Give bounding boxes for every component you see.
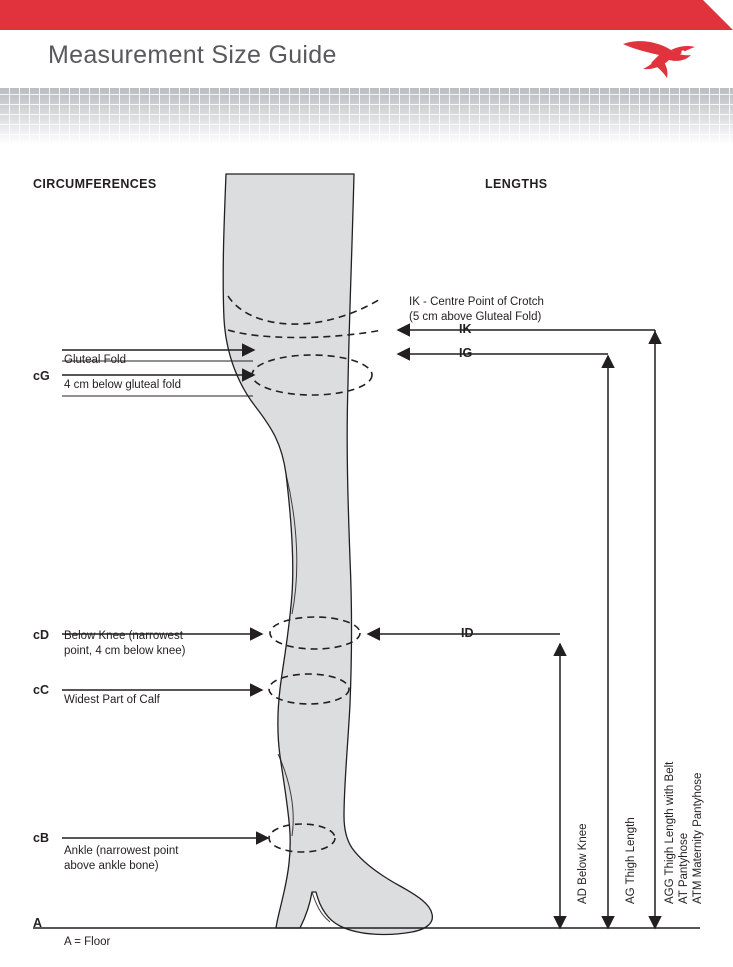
cg-label-line2: 4 cm below gluteal fold — [64, 379, 181, 391]
cc-label-line1: Widest Part of Calf — [64, 694, 160, 706]
page-title: Measurement Size Guide — [48, 41, 337, 69]
header-gradient-band — [0, 88, 733, 144]
ad-below-knee-label: AD Below Knee — [577, 823, 589, 904]
cb-code: cB — [33, 831, 49, 845]
cb-label-line1: Ankle (narrowest point — [64, 845, 179, 857]
ik-code: IK — [459, 322, 472, 336]
agg-thigh-length-belt-label: AGG Thigh Length with Belt — [664, 761, 676, 904]
header-red-bar — [0, 0, 733, 30]
ag-thigh-length-label: AG Thigh Length — [625, 817, 637, 904]
bird-logo — [613, 36, 705, 84]
cd-code: cD — [33, 628, 49, 642]
circumferences-title: CIRCUMFERENCES — [33, 177, 157, 191]
measurement-diagram — [0, 144, 733, 967]
ig-code: IG — [459, 346, 473, 360]
id-code: ID — [461, 626, 474, 640]
bird-logo-icon — [613, 36, 705, 84]
atm-maternity-pantyhose-label: ATM Maternity Pantyhose — [692, 772, 704, 904]
cd-label-line1: Below Knee (narrowest — [64, 630, 183, 642]
lengths-title: LENGTHS — [485, 177, 548, 191]
cg-label-line1: Gluteal Fold — [64, 354, 127, 366]
header-corner-cut — [703, 0, 733, 30]
cc-code: cC — [33, 683, 49, 697]
ik-note-line2: (5 cm above Gluteal Fold) — [409, 311, 542, 323]
at-pantyhose-label: AT Pantyhose — [678, 832, 690, 904]
floor-code: A — [33, 916, 43, 930]
cd-label-line2: point, 4 cm below knee) — [64, 645, 186, 657]
floor-label: A = Floor — [64, 936, 111, 948]
ik-note-line1: IK - Centre Point of Crotch — [409, 296, 544, 308]
cg-code: cG — [33, 369, 50, 383]
cb-label-line2: above ankle bone) — [64, 860, 159, 872]
